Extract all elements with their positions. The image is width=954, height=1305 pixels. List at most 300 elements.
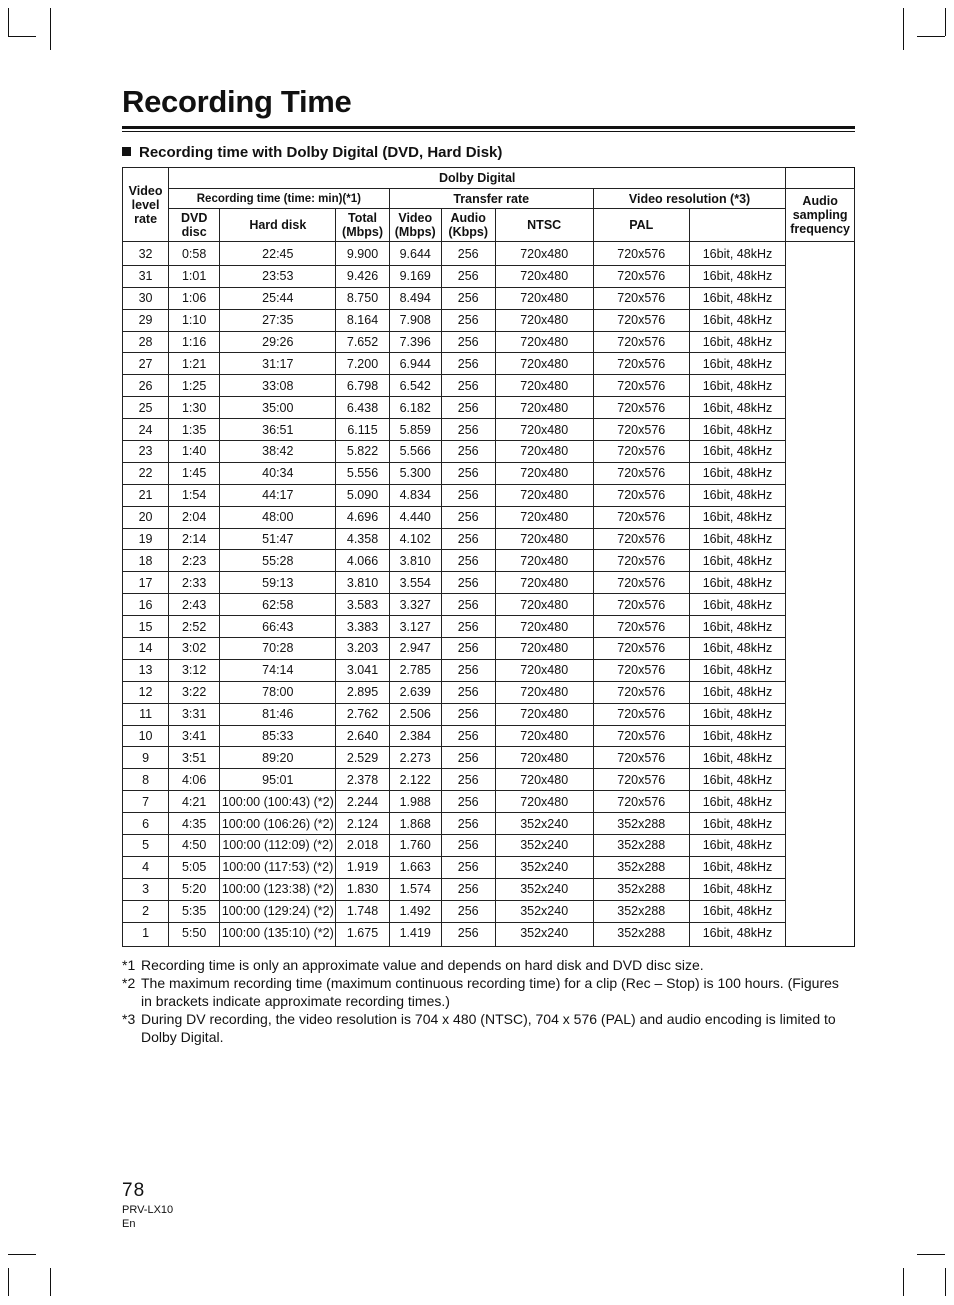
title-rule <box>122 126 855 129</box>
table-cell: 27:35 <box>220 309 336 331</box>
table-cell: 16bit, 48kHz <box>689 725 786 747</box>
table-row <box>123 638 855 660</box>
table-cell: 62:58 <box>220 594 336 616</box>
table-cell: 720x576 <box>593 484 689 506</box>
header-audio: Audio (Kbps) <box>441 209 495 242</box>
table-cell: 100:00 (100:43) (*2) <box>220 791 336 813</box>
table-cell: 3:12 <box>169 659 220 681</box>
table-cell: 256 <box>441 769 495 791</box>
table-cell: 81:46 <box>220 703 336 725</box>
table-cell: 1:35 <box>169 419 220 441</box>
table-cell: 3:02 <box>169 638 220 660</box>
table-cell: 2.124 <box>336 813 389 835</box>
table-cell: 1:25 <box>169 375 220 397</box>
table-cell: 256 <box>441 506 495 528</box>
table-cell: 100:00 (135:10) (*2) <box>220 922 336 946</box>
table-cell: 720x480 <box>495 638 593 660</box>
table-cell: 720x480 <box>495 528 593 550</box>
header-total: Total (Mbps) <box>336 209 389 242</box>
table-cell: 352x240 <box>495 835 593 857</box>
table-row <box>123 353 855 375</box>
table-cell: 16bit, 48kHz <box>689 309 786 331</box>
table-cell: 8.750 <box>336 287 389 309</box>
table-cell: 2.529 <box>336 747 389 769</box>
table-cell: 720x576 <box>593 747 689 769</box>
table-row <box>123 287 855 309</box>
table-cell: 18 <box>123 550 169 572</box>
table-cell: 5 <box>123 835 169 857</box>
table-cell: 352x240 <box>495 878 593 900</box>
header-dvd-disc: DVD disc <box>169 209 220 242</box>
title-rule <box>122 131 855 132</box>
crop-mark <box>917 1254 945 1255</box>
table-row <box>123 242 855 266</box>
table-cell: 16bit, 48kHz <box>689 331 786 353</box>
table-cell: 17 <box>123 572 169 594</box>
table-cell: 2.639 <box>389 681 441 703</box>
table-cell: 1.748 <box>336 900 389 922</box>
table-cell: 1:45 <box>169 462 220 484</box>
table-cell: 66:43 <box>220 616 336 638</box>
table-cell: 1 <box>123 922 169 946</box>
table-cell: 85:33 <box>220 725 336 747</box>
square-bullet-icon <box>122 147 131 156</box>
table-cell: 1.988 <box>389 791 441 813</box>
table-cell: 352x288 <box>593 922 689 946</box>
table-cell: 720x480 <box>495 353 593 375</box>
table-row <box>123 681 855 703</box>
table-cell: 256 <box>441 594 495 616</box>
table-row <box>123 397 855 419</box>
header-audio-sampling: Audio sampling frequency <box>786 189 855 242</box>
table-cell: 31 <box>123 265 169 287</box>
table-cell: 5.566 <box>389 441 441 463</box>
table-cell: 16bit, 48kHz <box>689 747 786 769</box>
table-cell: 16bit, 48kHz <box>689 594 786 616</box>
table-cell: 100:00 (129:24) (*2) <box>220 900 336 922</box>
table-cell: 16bit, 48kHz <box>689 703 786 725</box>
table-cell: 16bit, 48kHz <box>689 506 786 528</box>
table-cell: 1:21 <box>169 353 220 375</box>
table-cell: 15 <box>123 616 169 638</box>
table-cell: 720x480 <box>495 616 593 638</box>
table-cell: 1.574 <box>389 878 441 900</box>
table-cell: 9 <box>123 747 169 769</box>
table-cell: 720x480 <box>495 419 593 441</box>
table-cell: 1.919 <box>336 856 389 878</box>
table-cell: 7.200 <box>336 353 389 375</box>
table-cell: 256 <box>441 791 495 813</box>
table-cell: 720x480 <box>495 506 593 528</box>
table-cell: 720x576 <box>593 506 689 528</box>
table-cell: 720x576 <box>593 616 689 638</box>
table-cell: 24 <box>123 419 169 441</box>
table-cell: 7.396 <box>389 331 441 353</box>
table-cell: 720x576 <box>593 659 689 681</box>
table-cell: 256 <box>441 397 495 419</box>
footnote <box>122 1010 842 1046</box>
table-cell: 352x240 <box>495 813 593 835</box>
table-cell: 352x288 <box>593 835 689 857</box>
table-cell: 70:28 <box>220 638 336 660</box>
header-video-resolution: Video resolution (*3) <box>593 189 785 209</box>
table-cell: 720x480 <box>495 309 593 331</box>
table-cell: 16bit, 48kHz <box>689 484 786 506</box>
table-cell: 2.785 <box>389 659 441 681</box>
table-cell: 256 <box>441 528 495 550</box>
table-cell: 100:00 (112:09) (*2) <box>220 835 336 857</box>
header-dolby-digital: Dolby Digital <box>169 168 786 189</box>
table-cell: 720x576 <box>593 594 689 616</box>
table-cell: 720x480 <box>495 484 593 506</box>
table-cell: 1:54 <box>169 484 220 506</box>
table-row <box>123 878 855 900</box>
table-cell: 352x240 <box>495 900 593 922</box>
header-ntsc: NTSC <box>495 209 593 242</box>
table-cell: 256 <box>441 441 495 463</box>
table-cell: 36:51 <box>220 419 336 441</box>
model-code: PRV-LX10 <box>122 1204 174 1216</box>
table-row <box>123 572 855 594</box>
table-cell: 5:20 <box>169 878 220 900</box>
table-cell: 1.492 <box>389 900 441 922</box>
table-cell: 5:50 <box>169 922 220 946</box>
table-cell: 12 <box>123 681 169 703</box>
table-cell: 256 <box>441 922 495 946</box>
table-cell: 720x480 <box>495 703 593 725</box>
table-cell: 1:06 <box>169 287 220 309</box>
table-row <box>123 813 855 835</box>
table-cell: 256 <box>441 900 495 922</box>
table-cell: 3.041 <box>336 659 389 681</box>
footnote <box>122 974 842 1010</box>
table-cell: 33:08 <box>220 375 336 397</box>
table-cell: 5:05 <box>169 856 220 878</box>
table-cell: 256 <box>441 375 495 397</box>
table-row <box>123 900 855 922</box>
crop-mark <box>917 36 945 37</box>
table-cell: 5.859 <box>389 419 441 441</box>
table-cell: 1:16 <box>169 331 220 353</box>
table-cell: 720x576 <box>593 638 689 660</box>
table-cell: 720x576 <box>593 265 689 287</box>
table-cell: 720x576 <box>593 681 689 703</box>
table-cell: 4:21 <box>169 791 220 813</box>
table-cell: 720x480 <box>495 441 593 463</box>
table-cell: 16bit, 48kHz <box>689 419 786 441</box>
table-row <box>123 462 855 484</box>
table-cell: 4.358 <box>336 528 389 550</box>
table-cell: 720x576 <box>593 375 689 397</box>
table-cell: 20 <box>123 506 169 528</box>
table-row <box>123 703 855 725</box>
table-cell: 16bit, 48kHz <box>689 287 786 309</box>
table-cell: 720x480 <box>495 550 593 572</box>
table-cell: 2.244 <box>336 791 389 813</box>
table-header <box>123 168 855 242</box>
table-cell: 256 <box>441 242 495 266</box>
table-cell: 0:58 <box>169 242 220 266</box>
table-row <box>123 484 855 506</box>
table-row <box>123 616 855 638</box>
table-cell: 5.822 <box>336 441 389 463</box>
table-cell: 2.122 <box>389 769 441 791</box>
table-cell: 4.440 <box>389 506 441 528</box>
language-code: En <box>122 1218 136 1230</box>
table-cell: 22:45 <box>220 242 336 266</box>
table-cell: 10 <box>123 725 169 747</box>
table-cell: 256 <box>441 659 495 681</box>
table-cell: 23 <box>123 441 169 463</box>
table-cell: 25 <box>123 397 169 419</box>
table-cell: 5.300 <box>389 462 441 484</box>
table-row <box>123 594 855 616</box>
table-cell: 1:01 <box>169 265 220 287</box>
table-cell: 29:26 <box>220 331 336 353</box>
table-row <box>123 835 855 857</box>
table-row <box>123 506 855 528</box>
table-cell: 9.426 <box>336 265 389 287</box>
table-cell: 6.798 <box>336 375 389 397</box>
table-cell: 16bit, 48kHz <box>689 353 786 375</box>
table-cell: 4.834 <box>389 484 441 506</box>
header-video-level-rate: Video level rate <box>123 168 169 242</box>
table-cell: 720x576 <box>593 353 689 375</box>
table-row <box>123 331 855 353</box>
table-cell: 78:00 <box>220 681 336 703</box>
table-cell: 3.127 <box>389 616 441 638</box>
table-cell: 256 <box>441 287 495 309</box>
table-cell: 720x480 <box>495 265 593 287</box>
table-cell: 74:14 <box>220 659 336 681</box>
table-cell: 6.542 <box>389 375 441 397</box>
table-cell: 48:00 <box>220 506 336 528</box>
table-cell: 100:00 (117:53) (*2) <box>220 856 336 878</box>
crop-mark <box>8 1254 36 1255</box>
table-cell: 720x576 <box>593 441 689 463</box>
table-cell: 3.554 <box>389 572 441 594</box>
table-cell: 256 <box>441 572 495 594</box>
table-cell: 29 <box>123 309 169 331</box>
table-cell: 8 <box>123 769 169 791</box>
table-cell: 3.383 <box>336 616 389 638</box>
table-cell: 16bit, 48kHz <box>689 878 786 900</box>
table-cell: 2:52 <box>169 616 220 638</box>
table-cell: 3.810 <box>336 572 389 594</box>
table-cell: 2:14 <box>169 528 220 550</box>
footnote-mark: *3 <box>122 1011 136 1027</box>
table-cell: 5:35 <box>169 900 220 922</box>
table-cell: 16 <box>123 594 169 616</box>
table-cell: 16bit, 48kHz <box>689 638 786 660</box>
table-cell: 1.419 <box>389 922 441 946</box>
table-row <box>123 791 855 813</box>
table-row <box>123 769 855 791</box>
table-cell: 256 <box>441 419 495 441</box>
table-cell: 2:04 <box>169 506 220 528</box>
table-cell: 100:00 (123:38) (*2) <box>220 878 336 900</box>
table-cell: 6.944 <box>389 353 441 375</box>
table-cell: 16bit, 48kHz <box>689 922 786 946</box>
table-cell: 1:40 <box>169 441 220 463</box>
table-row <box>123 659 855 681</box>
table-cell: 256 <box>441 550 495 572</box>
table-cell: 5.556 <box>336 462 389 484</box>
table-cell: 27 <box>123 353 169 375</box>
table-cell: 720x480 <box>495 375 593 397</box>
table-cell: 2 <box>123 900 169 922</box>
table-row <box>123 309 855 331</box>
table-cell: 256 <box>441 835 495 857</box>
table-cell: 3.327 <box>389 594 441 616</box>
table-cell: 3.810 <box>389 550 441 572</box>
table-cell: 720x576 <box>593 791 689 813</box>
table-row <box>123 441 855 463</box>
table-cell: 720x480 <box>495 397 593 419</box>
table-cell: 720x480 <box>495 769 593 791</box>
table-cell: 4:06 <box>169 769 220 791</box>
table-cell: 256 <box>441 878 495 900</box>
table-cell: 1:30 <box>169 397 220 419</box>
table-cell: 16bit, 48kHz <box>689 900 786 922</box>
table-cell: 8.494 <box>389 287 441 309</box>
table-cell: 25:44 <box>220 287 336 309</box>
table-cell: 4.102 <box>389 528 441 550</box>
crop-mark <box>50 8 51 50</box>
table-cell: 3:51 <box>169 747 220 769</box>
table-cell: 16bit, 48kHz <box>689 528 786 550</box>
table-cell: 1:10 <box>169 309 220 331</box>
table-cell: 3 <box>123 878 169 900</box>
table-cell: 256 <box>441 616 495 638</box>
table-cell: 720x576 <box>593 287 689 309</box>
table-cell: 720x480 <box>495 681 593 703</box>
table-cell: 352x288 <box>593 856 689 878</box>
table-cell: 31:17 <box>220 353 336 375</box>
table-cell: 352x288 <box>593 813 689 835</box>
table-row <box>123 922 855 946</box>
table-cell: 352x240 <box>495 922 593 946</box>
table-cell: 1.675 <box>336 922 389 946</box>
table-cell: 14 <box>123 638 169 660</box>
header-hard-disk: Hard disk <box>220 209 336 242</box>
footnote-mark: *1 <box>122 957 136 973</box>
table-cell: 59:13 <box>220 572 336 594</box>
table-cell: 2.762 <box>336 703 389 725</box>
table-cell: 720x576 <box>593 769 689 791</box>
table-row <box>123 528 855 550</box>
table-row <box>123 550 855 572</box>
crop-mark <box>903 8 904 50</box>
table-cell: 2:33 <box>169 572 220 594</box>
table-cell: 9.644 <box>389 242 441 266</box>
table-cell: 256 <box>441 484 495 506</box>
table-cell: 16bit, 48kHz <box>689 397 786 419</box>
table-cell: 9.169 <box>389 265 441 287</box>
table-cell: 11 <box>123 703 169 725</box>
table-cell: 720x576 <box>593 397 689 419</box>
table-cell: 256 <box>441 353 495 375</box>
table-cell: 16bit, 48kHz <box>689 791 786 813</box>
table-cell: 720x480 <box>495 242 593 266</box>
table-cell: 7 <box>123 791 169 813</box>
header-pal: PAL <box>593 209 689 242</box>
table-cell: 16bit, 48kHz <box>689 462 786 484</box>
table-cell: 7.652 <box>336 331 389 353</box>
page-title: Recording Time <box>122 84 352 119</box>
table-cell: 2.895 <box>336 681 389 703</box>
table-cell: 1.868 <box>389 813 441 835</box>
table-cell: 720x576 <box>593 242 689 266</box>
table-cell: 4 <box>123 856 169 878</box>
table-cell: 720x576 <box>593 572 689 594</box>
table-cell: 16bit, 48kHz <box>689 265 786 287</box>
table-cell: 89:20 <box>220 747 336 769</box>
table-cell: 6.115 <box>336 419 389 441</box>
table-cell: 256 <box>441 813 495 835</box>
table-cell: 2.378 <box>336 769 389 791</box>
table-cell: 256 <box>441 856 495 878</box>
table-cell: 720x480 <box>495 572 593 594</box>
table-cell: 16bit, 48kHz <box>689 659 786 681</box>
table-cell: 720x576 <box>593 462 689 484</box>
table-cell: 4.066 <box>336 550 389 572</box>
table-cell: 6.182 <box>389 397 441 419</box>
table-cell: 720x480 <box>495 594 593 616</box>
table-cell: 2.273 <box>389 747 441 769</box>
table-row <box>123 747 855 769</box>
table-cell: 55:28 <box>220 550 336 572</box>
table-cell: 5.090 <box>336 484 389 506</box>
table-cell: 352x288 <box>593 878 689 900</box>
footnote <box>122 956 842 974</box>
table-cell: 720x480 <box>495 462 593 484</box>
table-cell: 720x576 <box>593 528 689 550</box>
footnotes <box>122 956 842 1046</box>
table-row <box>123 419 855 441</box>
table-cell: 16bit, 48kHz <box>689 681 786 703</box>
table-cell: 3.203 <box>336 638 389 660</box>
table-cell: 256 <box>441 265 495 287</box>
table-cell: 256 <box>441 638 495 660</box>
table-cell: 16bit, 48kHz <box>689 242 786 266</box>
table-cell: 32 <box>123 242 169 266</box>
table-body <box>123 242 855 947</box>
table-cell: 2.640 <box>336 725 389 747</box>
table-cell: 16bit, 48kHz <box>689 616 786 638</box>
table-cell: 28 <box>123 331 169 353</box>
table-cell: 352x240 <box>495 856 593 878</box>
table-cell: 16bit, 48kHz <box>689 572 786 594</box>
table-cell: 256 <box>441 725 495 747</box>
table-cell: 21 <box>123 484 169 506</box>
table-cell: 256 <box>441 309 495 331</box>
crop-mark <box>903 1268 904 1296</box>
crop-mark <box>8 1268 9 1296</box>
table-cell: 16bit, 48kHz <box>689 835 786 857</box>
table-cell: 720x480 <box>495 287 593 309</box>
table-cell: 1.830 <box>336 878 389 900</box>
table-cell: 51:47 <box>220 528 336 550</box>
table-cell: 4:50 <box>169 835 220 857</box>
table-cell: 4:35 <box>169 813 220 835</box>
table-cell: 256 <box>441 331 495 353</box>
page-number: 78 <box>122 1180 146 1201</box>
table-row <box>123 265 855 287</box>
header-recording-time: Recording time (time: min)(*1) <box>169 189 389 209</box>
table-cell: 6 <box>123 813 169 835</box>
table-cell: 720x576 <box>593 419 689 441</box>
